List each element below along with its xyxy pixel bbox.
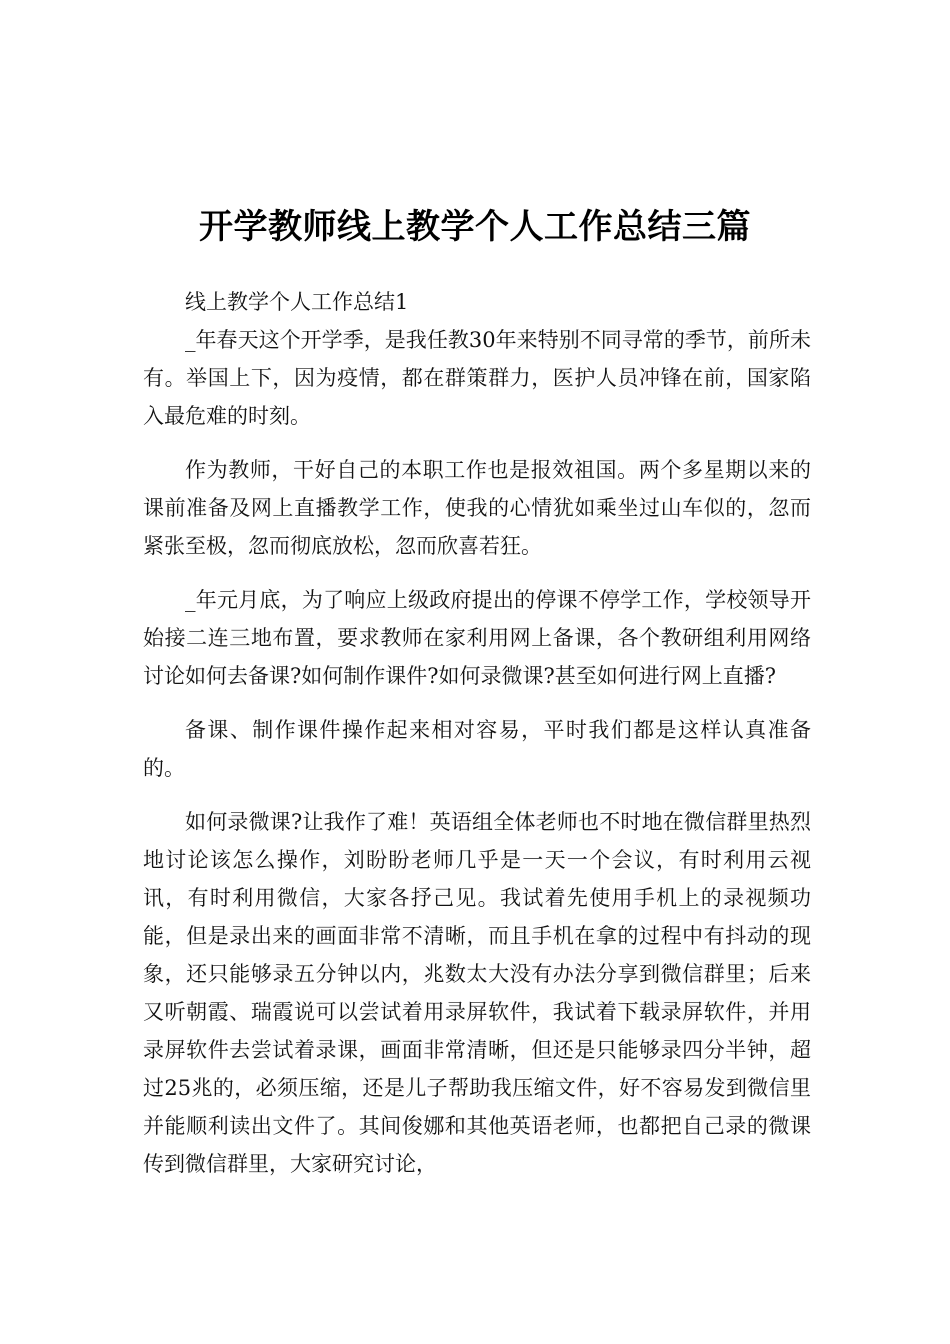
document-body <box>143 283 811 1183</box>
paragraph-spacer <box>143 565 811 581</box>
paragraph-5: 如何录微课?让我作了难！英语组全体老师也不时地在微信群里热烈地讨论该怎么操作，刘盼盼老师几乎是一天一个会议，有时利用云视讯，有时利用微信，大家各抒己见。我试着先使用手机上的录视频功能，但是录出来的画面非常不清晰，而且手机在拿的过程中有抖动的现象，还只能够录五分钟以内，兆数太大没有办法分享到微信群里；后来又听朝霞、瑞霞说可以尝试着用录屏软件，我试着下载录屏软件，并用录屏软件去尝试着录课，画面非常清晰，但还是只能够录四分半钟，超过25兆的，必须压缩，还是儿子帮助我压缩文件，好不容易发到微信里并能顺利读出文件了。其间俊娜和其他英语老师，也都把自己录的微课传到微信群里，大家研究讨论， <box>143 810 811 1176</box>
paragraph-spacer <box>143 787 811 803</box>
section-subheading: 线上教学个人工作总结1 <box>185 290 409 314</box>
paragraph-4: 备课、制作课件操作起来相对容易，平时我们都是这样认真准备的。 <box>143 718 811 780</box>
document-title: 开学教师线上教学个人工作总结三篇 <box>199 207 751 247</box>
paragraph-spacer <box>143 435 811 451</box>
paragraph-2: 作为教师，干好自己的本职工作也是报效祖国。两个多星期以来的课前准备及网上直播教学工作，使我的心情犹如乘坐过山车似的，忽而紧张至极，忽而彻底放松，忽而欣喜若狂。 <box>143 458 811 558</box>
paragraph-spacer <box>143 695 811 711</box>
paragraph-1: _年春天这个开学季，是我任教30年来特别不同寻常的季节，前所未有。举国上下，因为疫情，都在群策群力，医护人员冲锋在前，国家陷入最危难的时刻。 <box>143 328 811 428</box>
paragraph-3: _年元月底，为了响应上级政府提出的停课不停学工作，学校领导开始接二连三地布置，要求教师在家利用网上备课，各个教研组利用网络讨论如何去备课?如何制作课件?如何录微课?甚至如何进行网上直播? <box>143 588 811 688</box>
